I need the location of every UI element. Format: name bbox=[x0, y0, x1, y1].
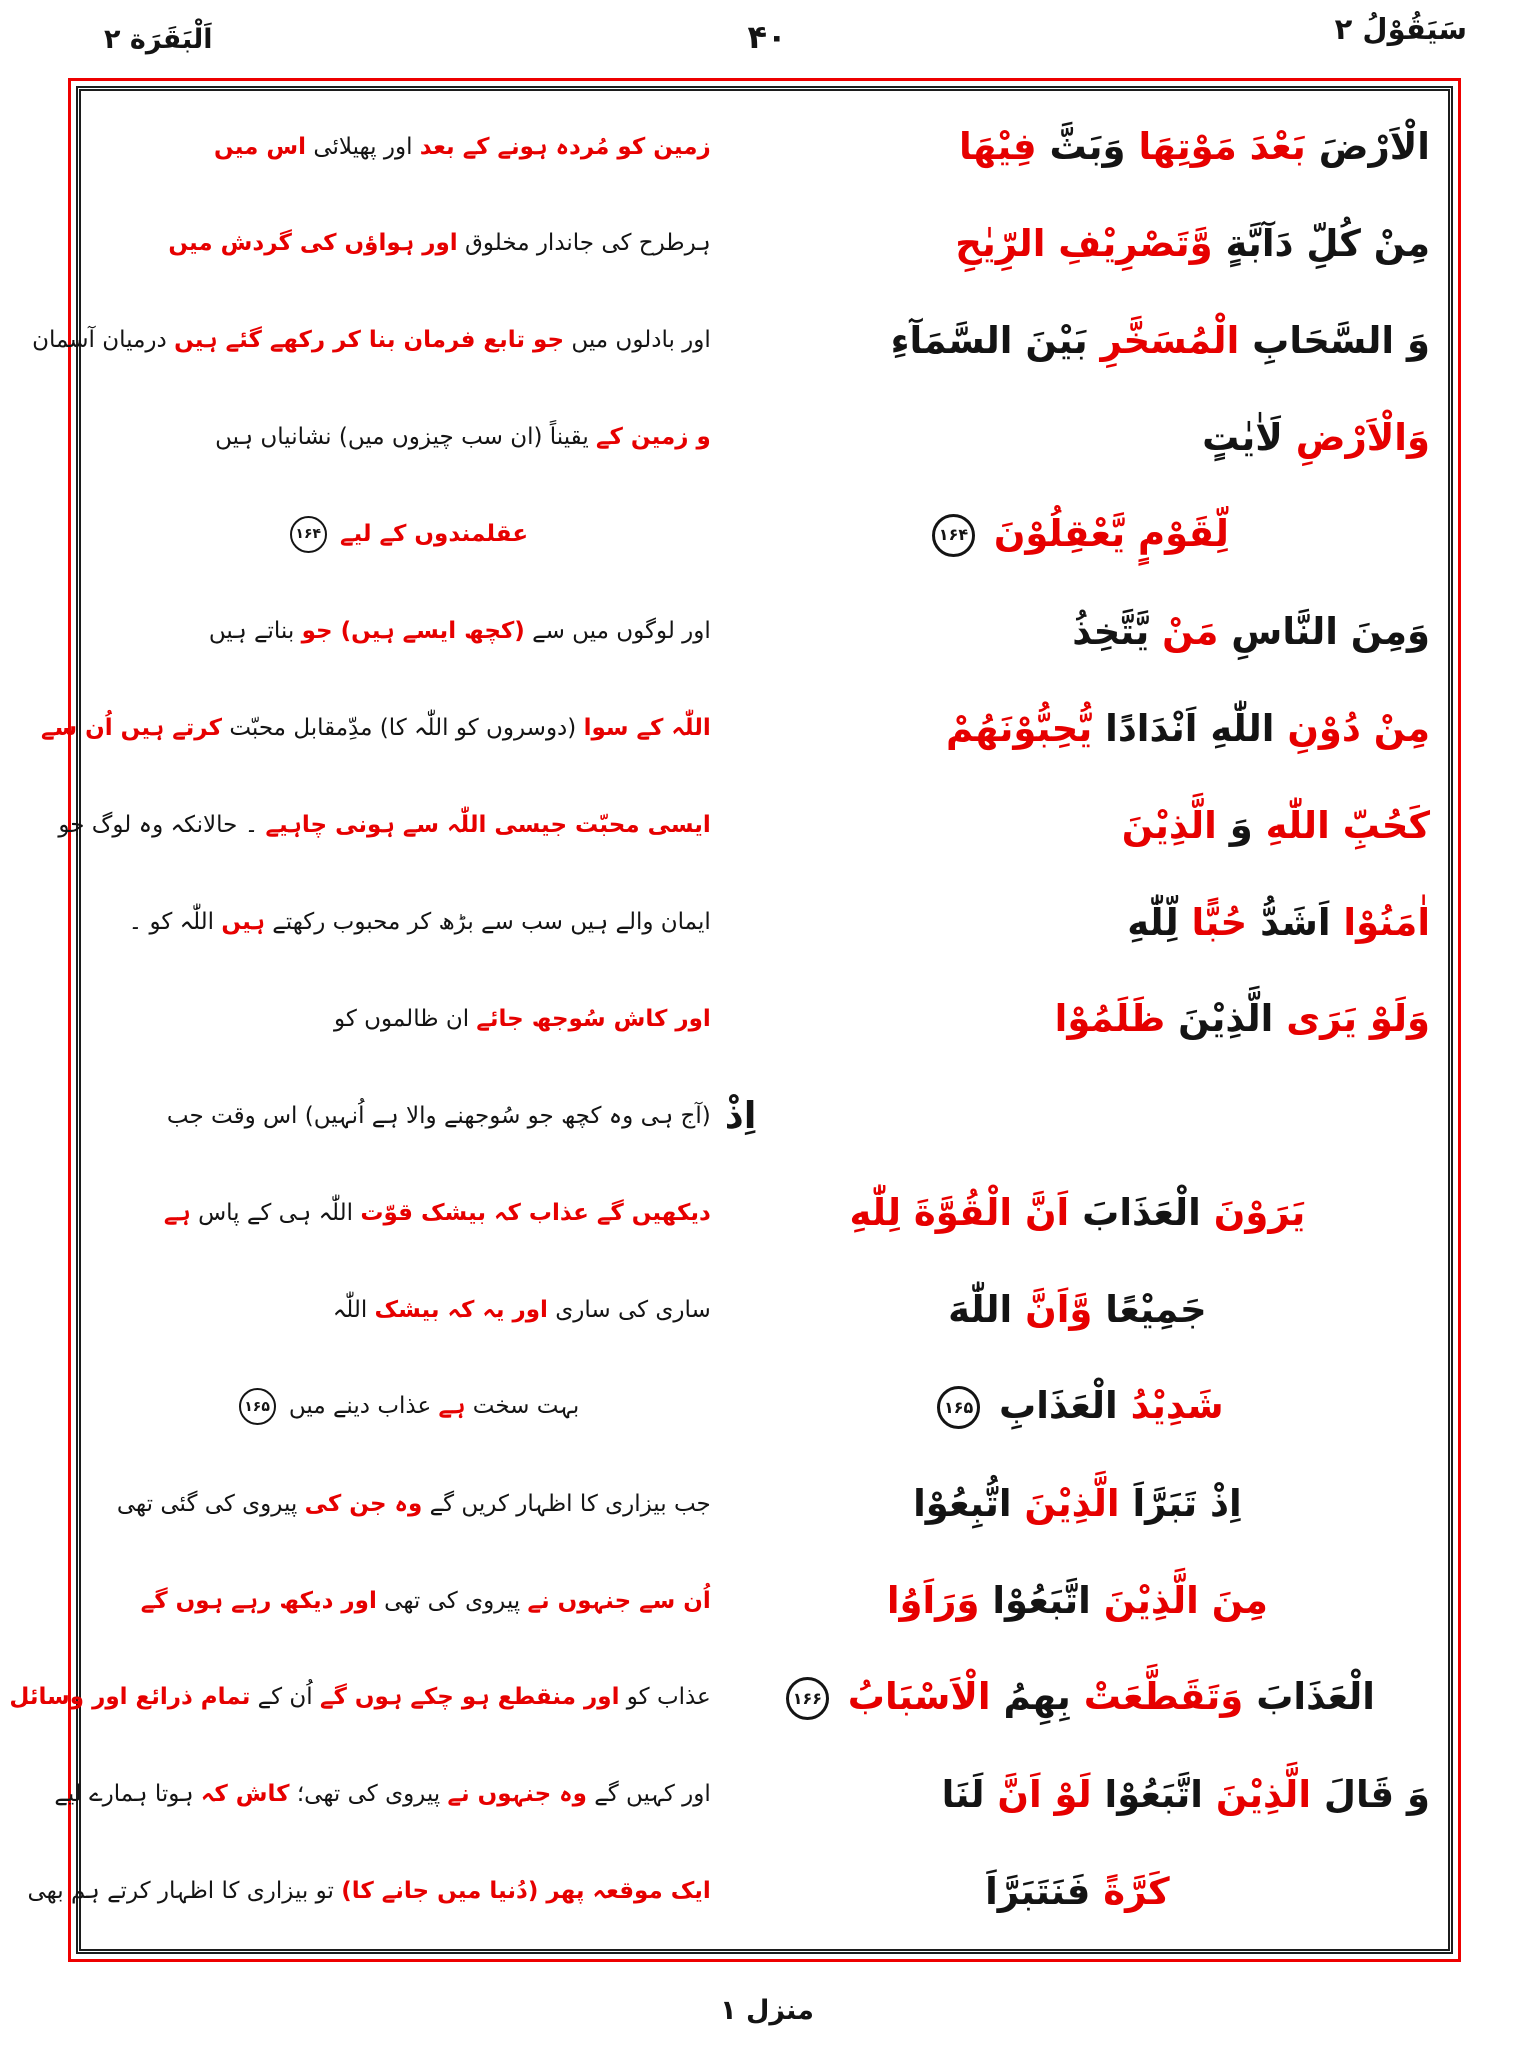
text-segment: اللّٰهِ اَنْدَادًا bbox=[1106, 706, 1276, 750]
arabic-line bbox=[712, 416, 1437, 459]
arabic-line bbox=[712, 707, 1437, 750]
urdu-translation-line bbox=[42, 715, 712, 742]
text-segment: وَ bbox=[1230, 803, 1254, 847]
text-segment: تو بیزاری کا اظہار کرتے ہم بھی bbox=[28, 1878, 335, 1905]
urdu-translation-line bbox=[94, 516, 712, 553]
text-segment: عذاب دینے میں bbox=[289, 1393, 433, 1420]
line-row bbox=[33, 293, 1437, 388]
text-segment: ایک موقعہ پھر (دُنیا میں جانے کا) bbox=[342, 1878, 712, 1905]
text-segment: يَّتَّخِذُ bbox=[1073, 609, 1151, 653]
header-page-number: ۴۰ bbox=[748, 18, 788, 56]
text-segment: ہیں bbox=[222, 909, 266, 935]
text-body bbox=[10, 99, 1437, 1939]
text-segment: (آج ہی وہ کچھ جو سُوجھنے والا ہے اُنہیں) اس وقت جب bbox=[167, 1102, 712, 1129]
line-row bbox=[94, 1456, 1437, 1551]
arabic-line bbox=[712, 1094, 1437, 1137]
text-segment: (کچھ ایسے ہیں) جو bbox=[302, 618, 526, 645]
text-segment: لَنَا bbox=[942, 1772, 986, 1816]
text-segment: الْعَذَابَ bbox=[1257, 1675, 1376, 1718]
text-segment: فِيْهَا bbox=[959, 125, 1038, 168]
arabic-line bbox=[712, 1773, 1437, 1816]
arabic-line bbox=[712, 1384, 1437, 1429]
text-segment: ایمان والے ہیں سب سے بڑھ کر محبوب رکھتے bbox=[273, 909, 712, 935]
arabic-line bbox=[712, 804, 1437, 847]
line-row bbox=[94, 1068, 1437, 1163]
line-row bbox=[10, 1650, 1437, 1745]
text-segment: اللّٰہ ہی کے پاس bbox=[199, 1199, 355, 1226]
text-segment: اِذْ تَبَرَّاَ bbox=[1133, 1482, 1243, 1526]
urdu-translation-line bbox=[94, 618, 712, 644]
line-row bbox=[94, 584, 1437, 679]
urdu-translation-line bbox=[55, 1781, 712, 1808]
text-segment: اٰمَنُوْا bbox=[1344, 900, 1431, 944]
text-segment: الْمُسَخَّرِ bbox=[1101, 318, 1241, 362]
urdu-translation-line bbox=[94, 1388, 712, 1425]
urdu-translation-line bbox=[94, 1491, 712, 1517]
footer-manzil-label: منزل ۱ bbox=[721, 1995, 815, 2026]
text-segment: عذاب کو bbox=[627, 1684, 712, 1710]
text-segment: شَدِيْدُ bbox=[1131, 1384, 1225, 1428]
page-frame-outer bbox=[10, 78, 1462, 1962]
text-segment: اس میں bbox=[215, 133, 307, 160]
text-segment: لَوْ اَنَّ bbox=[998, 1772, 1093, 1816]
text-segment: وَلَوْ يَرَى bbox=[1287, 997, 1431, 1041]
text-segment: اور یہ کہ بیشک bbox=[375, 1296, 549, 1323]
text-segment: کرتے ہیں اُن سے bbox=[42, 715, 223, 742]
text-segment: (دوسروں کو اللّٰہ کا) مدِّمقابل محبّت bbox=[230, 715, 578, 742]
line-row bbox=[94, 1262, 1437, 1357]
text-segment: لِّلّٰهِ bbox=[1128, 900, 1180, 944]
text-segment: ۔ حالانکہ وہ لوگ جو bbox=[59, 812, 260, 839]
verse-number-badge: ۱۶۵ bbox=[938, 1386, 981, 1429]
text-segment: اُن کے bbox=[258, 1684, 314, 1710]
arabic-line bbox=[712, 222, 1437, 265]
arabic-line bbox=[712, 1870, 1437, 1913]
text-segment: اللّٰہ کو ۔ bbox=[129, 909, 216, 935]
text-segment: وَّتَصْرِيْفِ الرِّيٰحِ bbox=[956, 221, 1214, 265]
line-row bbox=[94, 390, 1437, 485]
text-segment: كَرَّةً bbox=[1104, 1869, 1171, 1913]
text-segment: وَبَثَّ bbox=[1050, 125, 1127, 168]
urdu-translation-line bbox=[94, 1103, 712, 1129]
line-row bbox=[94, 1359, 1437, 1454]
text-segment: جو تابع فرمان بنا کر رکھے گئے ہیں bbox=[175, 327, 566, 354]
arabic-line bbox=[712, 1288, 1437, 1331]
text-segment: ان ظالموں کو bbox=[334, 1005, 471, 1032]
text-segment: مِنْ دُوْنِ bbox=[1288, 706, 1431, 750]
line-row bbox=[94, 875, 1437, 970]
urdu-translation-line bbox=[94, 1588, 712, 1614]
arabic-line bbox=[712, 1482, 1437, 1525]
urdu-translation-line bbox=[94, 1006, 712, 1032]
text-segment: بِهِمُ bbox=[1004, 1675, 1072, 1718]
text-segment: دیکھیں گے عذاب کہ بیشک قوّت bbox=[361, 1199, 712, 1226]
text-segment: الْاَسْبَابُ bbox=[848, 1675, 992, 1718]
arabic-line bbox=[712, 1579, 1437, 1622]
urdu-translation-line bbox=[94, 134, 712, 160]
header-surah-label: اَلْبَقَرَة ۲ bbox=[105, 24, 214, 55]
header-juz-label: سَيَقُوْلُ ۲ bbox=[1335, 12, 1468, 46]
text-segment: ایسی محبّت جیسی اللّٰہ سے ہونی چاہیے bbox=[266, 812, 712, 839]
text-segment: پیروی کی تھی؛ bbox=[297, 1781, 442, 1808]
text-segment: اتَّبَعُوْا bbox=[1105, 1772, 1204, 1816]
text-segment: پیروی کی تھی bbox=[385, 1587, 522, 1614]
text-segment: وَ قَالَ bbox=[1324, 1772, 1431, 1816]
arabic-line bbox=[712, 997, 1437, 1040]
text-segment: كَحُبِّ اللّٰهِ bbox=[1266, 803, 1431, 847]
text-segment: الَّذِيْنَ bbox=[1179, 997, 1275, 1041]
text-segment: اَشَدُّ bbox=[1261, 900, 1332, 944]
line-row bbox=[94, 99, 1437, 194]
urdu-translation-line bbox=[94, 909, 712, 935]
text-segment: بَيْنَ السَّمَآءِ bbox=[891, 318, 1089, 362]
text-segment: يَرَوْنَ bbox=[1214, 1191, 1307, 1235]
arabic-line bbox=[712, 319, 1437, 362]
text-segment: حُبًّا bbox=[1192, 900, 1249, 944]
text-segment: ساری کی ساری bbox=[556, 1296, 712, 1323]
text-segment: وَتَقَطَّعَتْ bbox=[1084, 1675, 1245, 1718]
arabic-line bbox=[712, 901, 1437, 944]
text-segment: وَ السَّحَابِ bbox=[1253, 318, 1431, 362]
text-segment: يُّحِبُّوْنَهُمْ bbox=[947, 706, 1094, 750]
text-segment: اُن سے جنہوں نے bbox=[528, 1587, 712, 1614]
text-segment: لِّقَوْمٍ يَّعْقِلُوْنَ bbox=[994, 511, 1230, 555]
text-segment: کاش کہ bbox=[201, 1781, 291, 1808]
text-segment: اللّٰہ bbox=[333, 1296, 369, 1323]
line-row bbox=[94, 971, 1437, 1066]
text-segment: اور پھیلائی bbox=[314, 133, 414, 160]
arabic-line bbox=[712, 125, 1437, 168]
text-segment: اور کہیں گے bbox=[595, 1781, 712, 1808]
text-segment: وَمِنَ النَّاسِ bbox=[1232, 609, 1431, 653]
line-row bbox=[94, 1165, 1437, 1260]
text-segment: مِنْ كُلِّ دَآبَّةٍ bbox=[1226, 221, 1431, 265]
line-row bbox=[42, 681, 1437, 776]
text-segment: الْعَذَابَ bbox=[1083, 1191, 1202, 1235]
urdu-translation-line bbox=[94, 230, 712, 256]
text-segment: مِنَ الَّذِيْنَ bbox=[1104, 1579, 1269, 1623]
text-segment: مَنْ bbox=[1163, 609, 1220, 653]
text-segment: اور کاش سُوجھ جائے bbox=[477, 1005, 712, 1032]
urdu-translation-line bbox=[94, 1297, 712, 1323]
text-segment: بہت سخت bbox=[473, 1393, 581, 1420]
text-segment: الْعَذَابِ bbox=[1000, 1384, 1119, 1428]
text-segment: اور دیکھ رہے ہوں گے bbox=[141, 1587, 378, 1614]
text-segment: زمین کو مُردہ ہونے کے بعد bbox=[420, 133, 712, 160]
arabic-line bbox=[712, 1675, 1437, 1720]
urdu-translation-line bbox=[59, 812, 712, 839]
text-segment: اور لوگوں میں سے bbox=[533, 618, 712, 645]
text-segment: ہے bbox=[439, 1393, 467, 1420]
text-segment: اور بادلوں میں bbox=[572, 327, 712, 354]
line-row bbox=[94, 1553, 1437, 1648]
urdu-translation-line bbox=[10, 1679, 712, 1716]
verse-number-badge: ۱۶۴ bbox=[291, 516, 328, 553]
text-segment: لَاٰيٰتٍ bbox=[1203, 415, 1284, 459]
line-row bbox=[55, 1747, 1437, 1842]
text-segment: اور منقطع ہو چکے ہوں گے bbox=[321, 1684, 621, 1710]
line-row bbox=[28, 1844, 1437, 1939]
text-segment: وہ جنہوں نے bbox=[448, 1781, 588, 1808]
urdu-translation-line bbox=[94, 1200, 712, 1226]
page-frame-inner bbox=[10, 86, 1454, 1954]
urdu-translation-line bbox=[28, 1878, 712, 1905]
arabic-line bbox=[712, 512, 1437, 557]
text-segment: جَمِيْعًا bbox=[1106, 1288, 1208, 1332]
arabic-line bbox=[712, 610, 1437, 653]
urdu-translation-line bbox=[33, 327, 712, 354]
arabic-line bbox=[712, 1191, 1437, 1234]
text-segment: الَّذِيْنَ bbox=[1216, 1772, 1312, 1816]
text-segment: الَّذِيْنَ bbox=[1122, 803, 1218, 847]
text-segment: پیروی کی گئی تھی bbox=[117, 1490, 299, 1517]
verse-number-badge: ۱۶۴ bbox=[933, 514, 976, 557]
text-segment: یقیناً (ان سب چیزوں میں) نشانیاں ہیں bbox=[216, 424, 590, 451]
text-segment: ظَلَمُوْا bbox=[1055, 997, 1167, 1041]
urdu-translation-line bbox=[94, 424, 712, 450]
text-segment: جب بیزاری کا اظہار کریں گے bbox=[430, 1490, 712, 1517]
text-segment: تمام ذرائع اور وسائل bbox=[10, 1684, 252, 1710]
text-segment: اتُّبِعُوْا bbox=[914, 1482, 1013, 1526]
line-row bbox=[59, 778, 1437, 873]
text-segment: اَنَّ الْقُوَّةَ لِلّٰهِ bbox=[850, 1191, 1071, 1235]
text-segment: ہے bbox=[164, 1199, 192, 1226]
line-row bbox=[94, 196, 1437, 291]
text-segment: وہ جن کی bbox=[305, 1490, 424, 1517]
text-segment: وَرَاَوُا bbox=[887, 1579, 981, 1623]
text-segment: بناتے ہیں bbox=[209, 618, 296, 645]
text-segment: اتَّبَعُوْا bbox=[993, 1579, 1092, 1623]
verse-number-badge: ۱۶۶ bbox=[787, 1677, 830, 1720]
text-segment: ہرطرح کی جاندار مخلوق bbox=[466, 230, 712, 257]
text-segment: وَّاَنَّ bbox=[1026, 1288, 1094, 1332]
text-segment: اللّٰهَ bbox=[949, 1288, 1014, 1332]
text-segment: اِذْ bbox=[725, 1094, 758, 1138]
line-row bbox=[94, 487, 1437, 582]
text-segment: وَالْاَرْضِ bbox=[1296, 415, 1431, 459]
text-segment: عقلمندوں کے لیے bbox=[341, 520, 530, 547]
verse-number-badge: ۱۶۵ bbox=[240, 1388, 277, 1425]
text-segment: الَّذِيْنَ bbox=[1025, 1482, 1121, 1526]
text-segment: ہوتا ہمارے لیے bbox=[55, 1781, 195, 1808]
text-segment: الْاَرْضَ bbox=[1319, 125, 1431, 168]
text-segment: فَنَتَبَرَّاَ bbox=[986, 1869, 1092, 1913]
text-segment: اللّٰہ کے سوا bbox=[584, 715, 712, 742]
text-segment: و زمین کے bbox=[597, 424, 712, 451]
text-segment: اور ہواؤں کی گردش میں bbox=[169, 230, 459, 257]
text-segment: درمیان آسمان bbox=[33, 327, 168, 354]
text-segment: بَعْدَ مَوْتِهَا bbox=[1139, 125, 1307, 168]
